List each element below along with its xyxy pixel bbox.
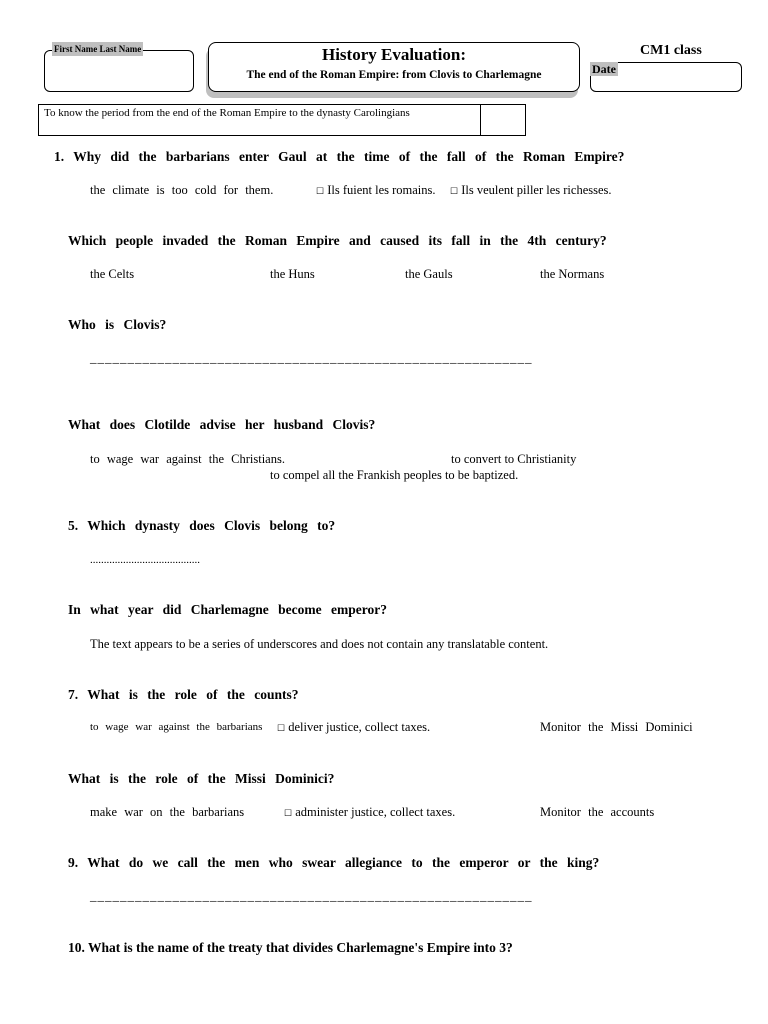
q2-option-3[interactable]: the Gauls	[405, 267, 453, 281]
q2-option-1[interactable]: the Celts	[90, 267, 135, 281]
q3-answer-line[interactable]: ___________________________________________________________	[90, 350, 533, 365]
class-label: CM1 class	[640, 43, 702, 58]
q1-option-3-label: Ils veulent piller les richesses.	[461, 183, 612, 197]
question-6: In what year did Charlemagne become emperor?	[68, 602, 387, 617]
page-title: History Evaluation:	[321, 45, 467, 64]
q8-option-3[interactable]: Monitor the accounts	[540, 805, 655, 819]
checkbox-icon[interactable]: ☐	[284, 808, 293, 818]
q9-answer-line[interactable]: ___________________________________________________________	[90, 888, 533, 903]
question-5: 5. Which dynasty does Clovis belong to?	[68, 518, 336, 533]
question-8: What is the role of the Missi Dominici?	[68, 771, 335, 786]
q4-option-1[interactable]: to wage war against the Christians.	[90, 452, 285, 466]
question-9: 9. What do we call the men who swear allegiance to the emperor or the king?	[68, 855, 600, 870]
q4-option-3[interactable]: to compel all the Frankish peoples to be baptized.	[270, 468, 519, 482]
question-1: 1. Why did the barbarians enter Gaul at the time of the fall of the Roman Empire?	[54, 149, 625, 164]
name-field[interactable]	[44, 50, 194, 92]
checkbox-icon[interactable]: ☐	[316, 186, 325, 196]
question-7: 7. What is the role of the counts?	[68, 687, 299, 702]
q8-option-2-label: administer justice, collect taxes.	[295, 805, 456, 819]
name-label: First Name Last Name	[54, 44, 142, 54]
q6-answer: The text appears to be a series of underscores and does not contain any translatable content.	[90, 637, 549, 651]
q4-option-2[interactable]: to convert to Christianity	[451, 452, 577, 466]
date-label: Date	[592, 62, 616, 76]
q8-option-1[interactable]: make war on the barbarians	[90, 805, 245, 819]
question-3: Who is Clovis?	[68, 317, 167, 332]
q7-option-2-label: deliver justice, collect taxes.	[288, 720, 431, 734]
q7-option-2[interactable]	[277, 720, 430, 735]
q1-option-2[interactable]	[316, 183, 436, 198]
objective-divider	[480, 104, 481, 136]
q1-option-1[interactable]: the climate is too cold for them.	[90, 183, 274, 197]
q5-answer-dots[interactable]: ........................................	[90, 554, 200, 566]
q1-option-2-label: Ils fuient les romains.	[327, 183, 436, 197]
question-4: What does Clotilde advise her husband Clovis?	[68, 417, 376, 432]
q1-option-3[interactable]	[450, 183, 612, 198]
checkbox-icon[interactable]: ☐	[450, 186, 459, 196]
q2-option-4[interactable]: the Normans	[540, 267, 605, 281]
page-subtitle: The end of the Roman Empire: from Clovis to Charlemagne	[246, 69, 542, 81]
question-10: 10. What is the name of the treaty that divides Charlemagne's Empire into 3?	[68, 940, 513, 955]
checkbox-icon[interactable]: ☐	[277, 723, 286, 733]
q2-option-2[interactable]: the Huns	[270, 267, 315, 281]
q7-option-3[interactable]: Monitor the Missi Dominici	[540, 720, 693, 734]
q8-option-2[interactable]	[284, 805, 455, 820]
q7-option-1[interactable]: to wage war against the barbarians	[90, 721, 263, 733]
objective-text: To know the period from the end of the Roman Empire to the dynasty Carolingians	[44, 107, 410, 119]
title-box	[208, 42, 580, 92]
question-2: Which people invaded the Roman Empire and caused its fall in the 4th century?	[68, 233, 607, 248]
